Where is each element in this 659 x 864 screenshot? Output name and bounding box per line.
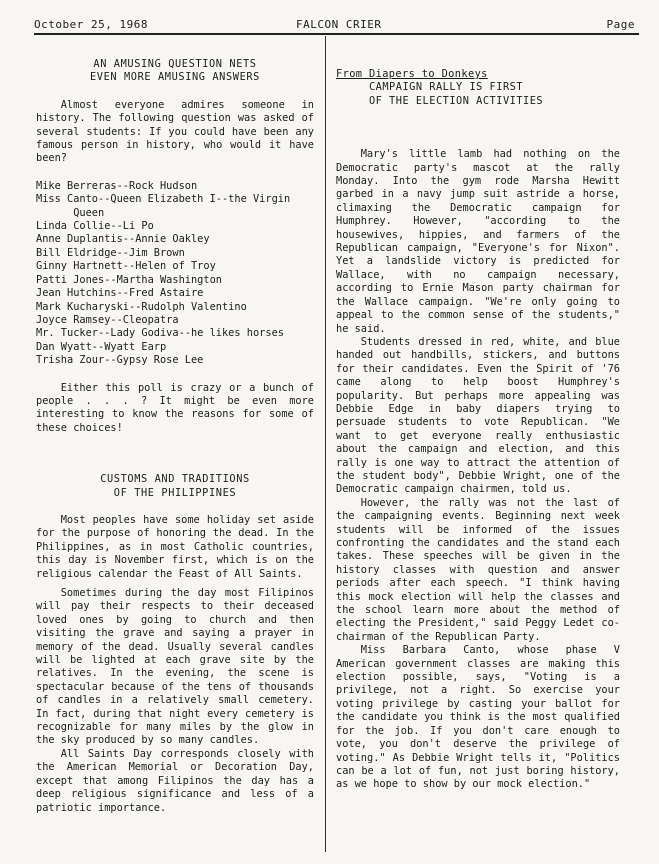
right-column [336,68,620,792]
paragraph: Mary's little lamb had nothing on the Democratic party's mascot at the rally Monday. Into the gym rode Marsha Hewitt garbed in a navy jump suit astride a horse, climaxing the Democratic campaign for Humphrey. However, "according to the housewives, hippies, and farmers of the Republican campaign, "Everyone's for Nixon". Yet a landslide victory is predicted for Wallace, with no campaign necessary, according to Ernie Mason party chairman for the Wallace campaign. "We're only going to appeal to the common sense of the students," he said. [336,148,620,335]
list-item: Joyce Ramsey--Cleopatra [36,313,179,326]
list-item: Dan Wyatt--Wyatt Earp [36,340,167,353]
article-closing: Either this poll is crazy or a bunch of people . . . ? It might be even more interesting to know the reasons for some of these choices! [36,381,314,434]
paragraph: All Saints Day corresponds closely with the American Memorial or Decoration Day, except that among Filipinos the day has a deep religious significance and less of a patriotic importance. [36,747,314,814]
paragraph: However, the rally was not the last of the campaigning events. Beginning next week students will be informed of the issues confronting the candidates and the stand each takes. These speeches will be given in the history classes with question and answer periods after each speech. "I think having this mock election will help the classes and the school learn more about the method of electing the President," said Peggy Ledet co-chairman of the Republican Party. [336,496,620,643]
paper-title: FALCON CRIER [296,18,382,31]
list-item: Mark Kucharyski--Rudolph Valentino [36,300,247,313]
paragraph: Sometimes during the day most Filipinos will pay their respects to their deceased loved ones by going to church and then visiting the grave and saying a prayer in memory of the dead. Usually several candles will be lighted at each grave site by the relatives. In the evening, the scene is spectacular because of the tens of thousands of candles in a relatively small cemetery. In fact, during that night every cemetery is recognizable for many miles by the glow in the sky produced by so many candles. [36,587,314,747]
page-label: Page [606,18,635,31]
list-item: Ginny Hartnett--Helen of Troy [36,260,216,273]
list-item: Bill Eldridge--Jim Brown [36,246,185,259]
masthead [34,8,637,36]
paragraph: Students dressed in red, white, and blue handed out handbills, stickers, and buttons for their candidates. Even the Spirit of '76 came along to help boost Humphrey's popularity. But perhaps more appealing was Debbie Edge in baby diapers trying to persuade students to vote Republican. "We want to get everyone really enthusiastic about the campaign and election, and this rally is one way to attract the attention of the student body", Debbie Wright, one of the Democratic campaign chairmen, told us. [336,335,620,496]
list-item: Anne Duplantis--Annie Oakley [36,233,210,246]
article-headline [36,58,314,85]
list-item: Patti Jones--Martha Washington [36,273,222,286]
list-item: Linda Collie--Li Po [36,220,154,233]
article-intro: Almost everyone admires someone in history. The following question was asked of several students: If you could have been any famous person in history, who would it have been? [36,98,314,165]
article-headline [336,81,620,108]
article-kicker: From Diapers to Donkeys [336,68,488,80]
list-item: Mike Berreras--Rock Hudson [36,179,198,192]
headline-line: EVEN MORE AMUSING ANSWERS [90,71,260,84]
paragraph: Most peoples have some holiday set aside for the purpose of honoring the dead. In the Philippines, as in most Catholic countries, this day is November first, which is on the religious calendar the Feast of All Saints. [36,513,314,580]
headline-line: OF THE ELECTION ACTIVITIES [368,94,544,107]
list-item: Mr. Tucker--Lady Godiva--he likes horses [36,327,284,340]
headline-line: OF THE PHILIPPINES [113,486,237,499]
list-item: Miss Canto--Queen Elizabeth I--the Virgin [36,193,291,206]
issue-date: October 25, 1968 [34,18,148,31]
paragraph: Miss Barbara Canto, whose phase V American government classes are making this election possible, says, "Voting is a privilege, not a right. So exercise your voting privilege by casting your ballot for the candidate you think is the most qualified for the job. If you don't care enough to vote, you don't deserve the privilege of voting." As Debbie Wright tells it, "Politics can be a lot of fun, not just boring history, as we hope to show by our mock election." [336,644,620,791]
column-divider [325,36,326,852]
article-headline [36,473,314,500]
list-item: Jean Hutchins--Fred Astaire [36,287,204,300]
list-item: Trisha Zour--Gypsy Rose Lee [36,354,204,367]
masthead-rule [34,33,639,35]
article-body [36,514,314,815]
answers-list [36,180,314,368]
article-body [336,148,620,792]
left-column [36,58,314,815]
headline-line: CAMPAIGN RALLY IS FIRST [368,81,524,94]
headline-line: CUSTOMS AND TRADITIONS [100,473,250,486]
list-item: Queen [36,206,105,219]
headline-line: AN AMUSING QUESTION NETS [93,58,257,70]
